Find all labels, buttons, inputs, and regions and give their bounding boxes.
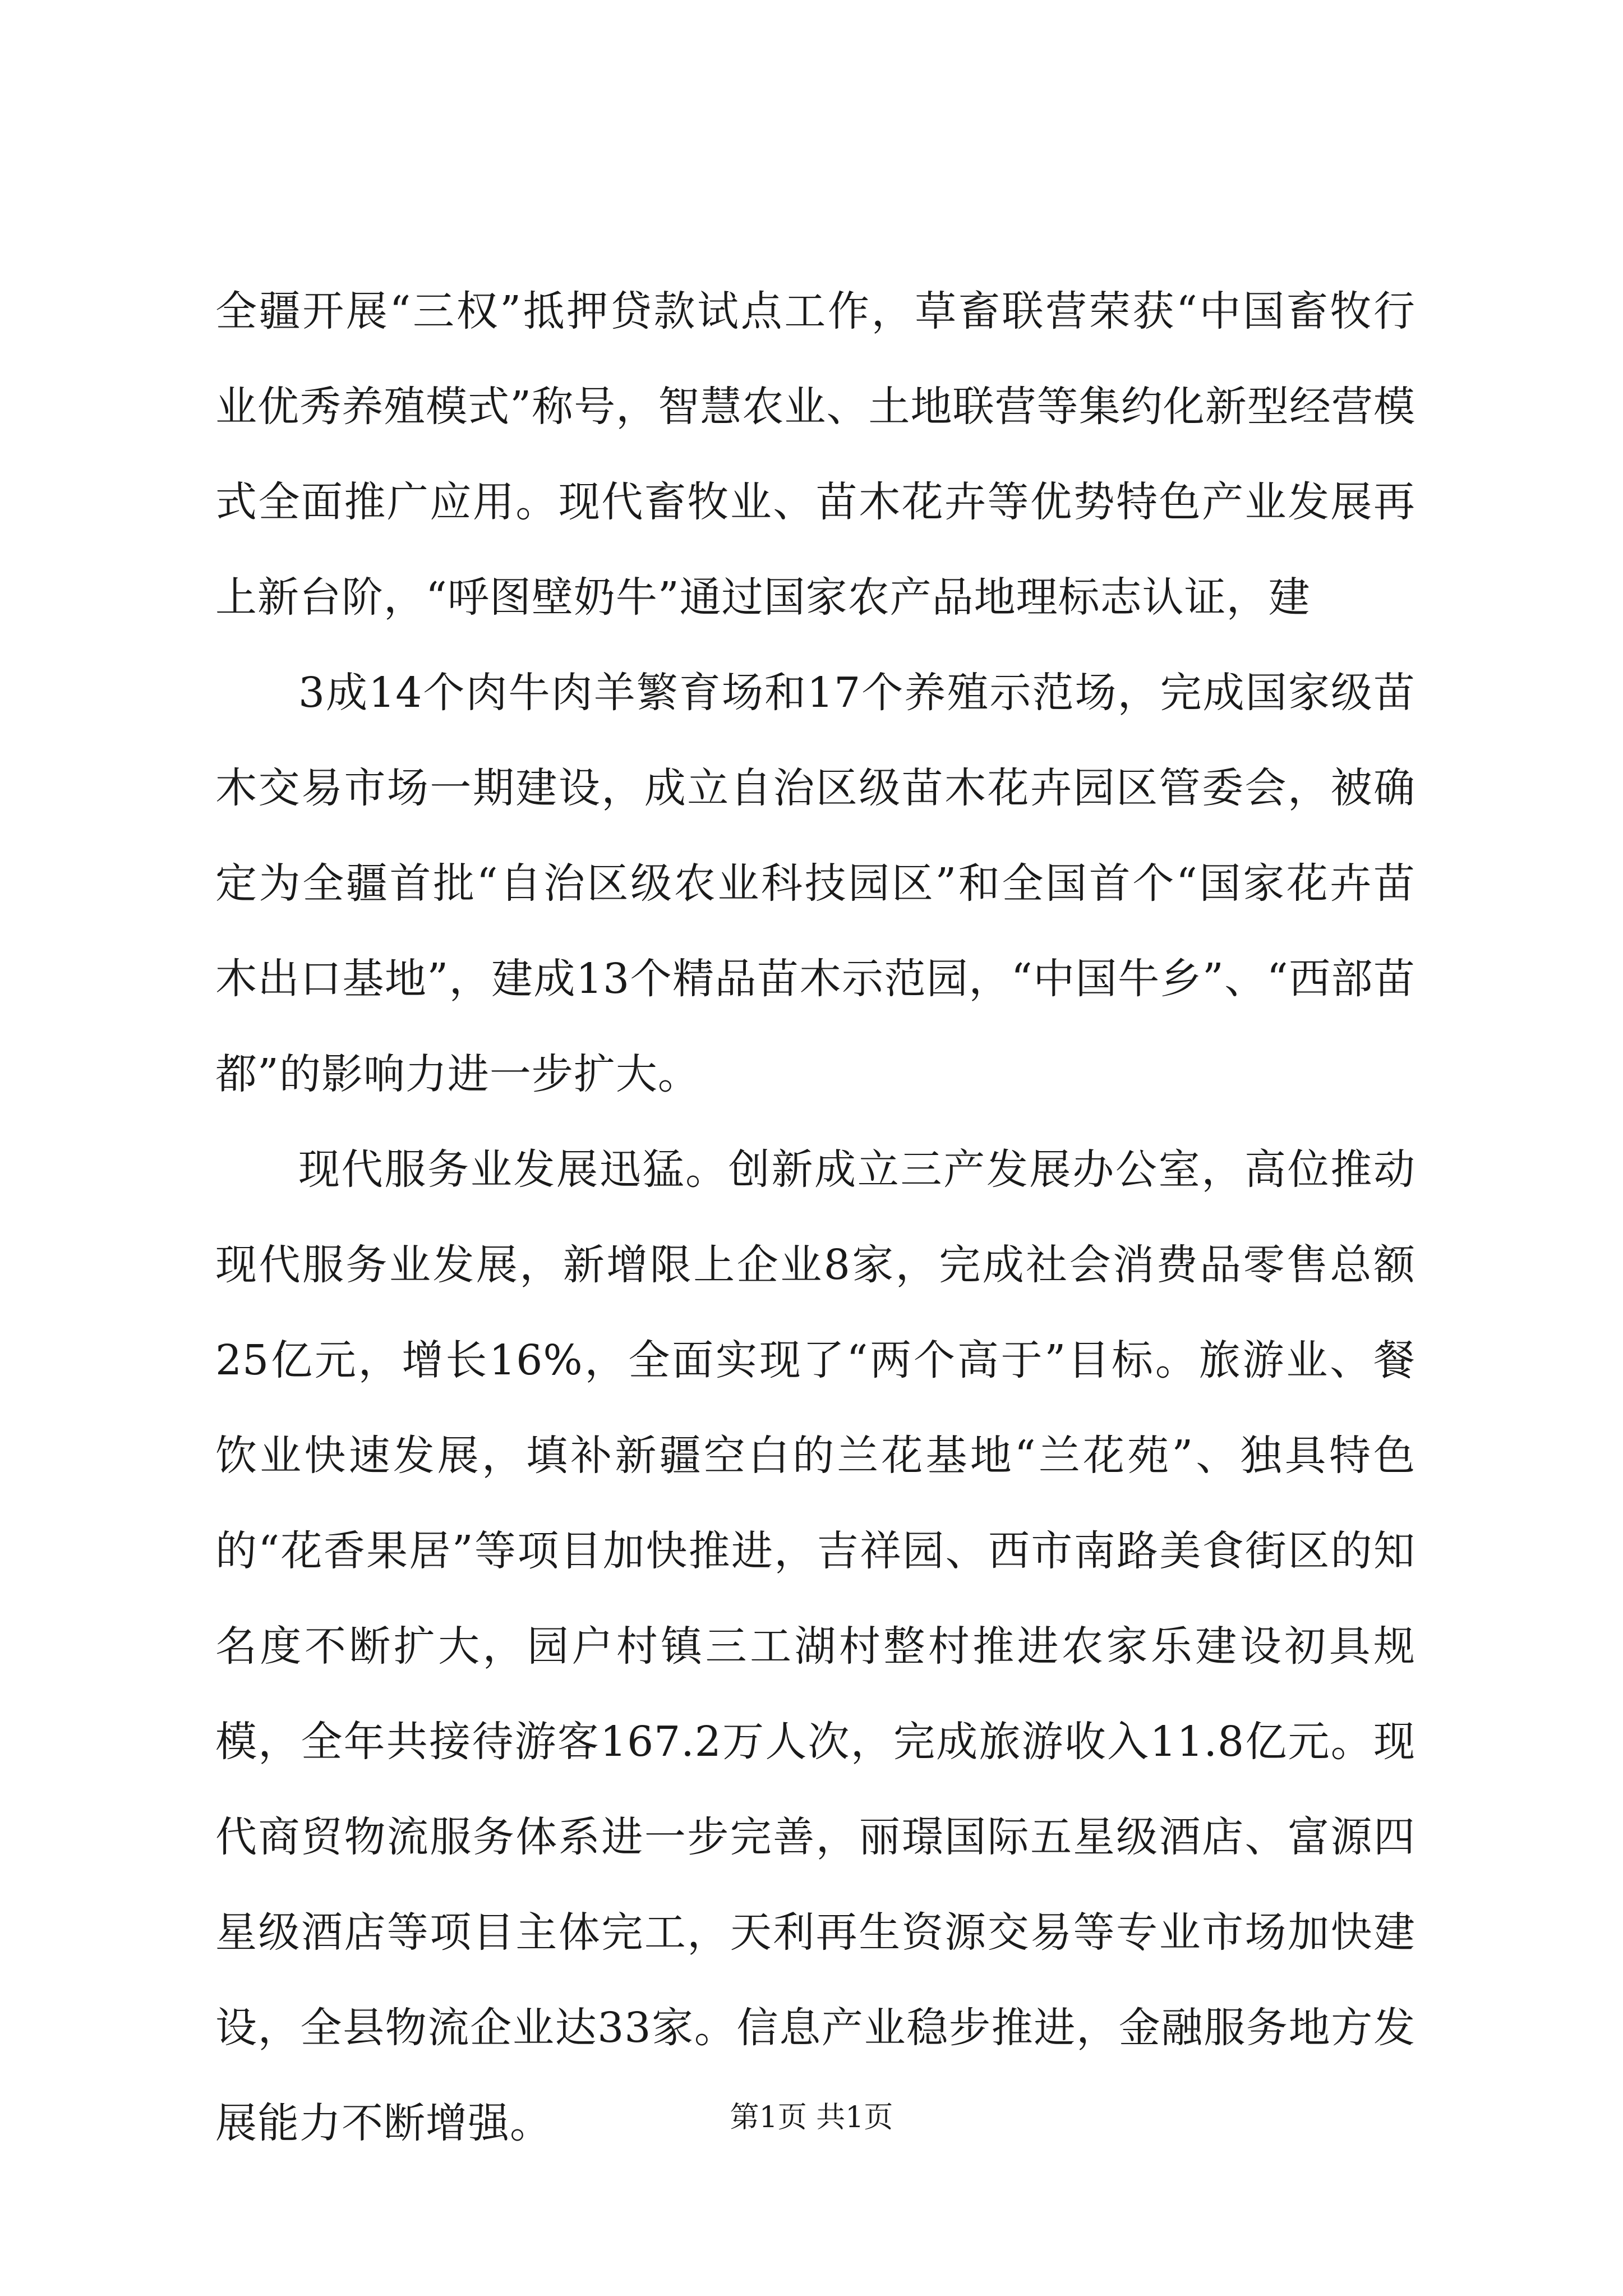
paragraph-2: 3成14个肉牛肉羊繁育场和17个养殖示范场，完成国家级苗木交易市场一期建设，成立自治区级苗木花卉园区管委会，被确定为全疆首批“自治区级农业科技园区”和全国首个“国家花卉苗木出口基地”，建成13个精品苗木示范园，“中国牛乡”、“西部苗都”的影响力进一步扩大。	[215, 669, 1415, 1098]
paragraph-1: 全疆开展“三权”抵押贷款试点工作，草畜联营荣获“中国畜牧行业优秀养殖模式”称号，智慧农业、土地联营等集约化新型经营模式全面推广应用。现代畜牧业、苗木花卉等优势特色产业发展再上新台阶，“呼图壁奶牛”通过国家农产品地理标志认证，建	[215, 287, 1415, 622]
paragraph-3: 现代服务业发展迅猛。创新成立三产发展办公室，高位推动现代服务业发展，新增限上企业8家，完成社会消费品零售总额25亿元，增长16%，全面实现了“两个高于”目标。旅游业、餐饮业快速发展，填补新疆空白的兰花基地“兰花苑”、独具特色的“花香果居”等项目加快推进，吉祥园、西市南路美食街区的知名度不断扩大，园户村镇三工湖村整村推进农家乐建设初具规模，全年共接待游客167.2万人次，完成旅游收入11.8亿元。现代商贸物流服务体系进一步完善，丽璟国际五星级酒店、富源四星级酒店等项目主体完工，天利再生资源交易等专业市场加快建设，全县物流企业达33家。信息产业稳步推进，金融服务地方发展能力不断增强。	[215, 1145, 1415, 2147]
page-number-label: 第1页 共1页	[730, 2101, 893, 2134]
page-footer	[0, 2098, 1623, 2137]
document-body	[215, 264, 1415, 2171]
